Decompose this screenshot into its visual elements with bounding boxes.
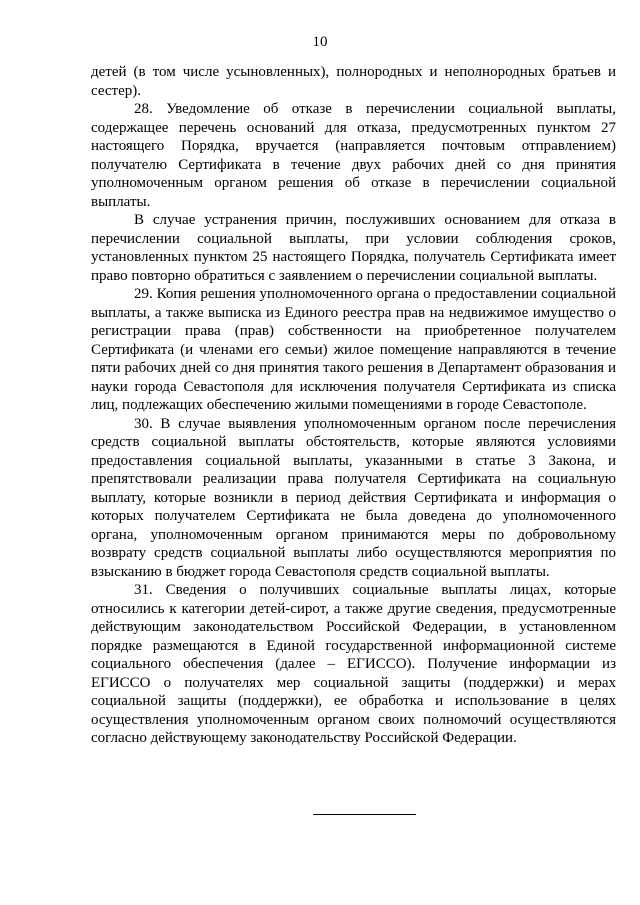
paragraph-28-continued: В случае устранения причин, послуживших основанием для отказа в перечислении социальной выплаты, при условии соблюдения сроков, установленных пунктом 25 настоящего Порядка, получатель Сертификата имеет право повторно обратиться с заявлением о перечислении социальной выплаты. (91, 212, 616, 284)
paragraph-29: 29. Копия решения уполномоченного органа о предоставлении социальной выплаты, а также выписка из Единого реестра прав на недвижимое имущество о регистрации права (прав) собственности на приобретенное получателем Сертификата (и членами его семьи) жилое помещение направляются в течение пяти рабочих дней со дня принятия такого решения в Департамент образования и науки города Севастополя для исключения получателя Сертификата из списка лиц, подлежащих обеспечению жилыми помещениями в городе Севастополе. (91, 286, 616, 413)
page-number: 10 (312, 34, 328, 50)
paragraph-28: 28. Уведомление об отказе в перечислении социальной выплаты, содержащее перечень оснований для отказа, предусмотренных пунктом 27 настоящего Порядка, вручается (направляется почтовым отправлением) получателю Сертификата в течение двух рабочих дней со дня принятия уполномоченным органом решения об отказе в перечислении социальной выплаты. (91, 101, 616, 210)
paragraph-continuation: детей (в том числе усыновленных), полнородных и неполнородных братьев и сестер). (91, 64, 616, 99)
paragraph-30: 30. В случае выявления уполномоченным органом после перечисления средств социальной выплаты обстоятельств, которые являются условиями предоставления социальной выплаты, указанными в статье 3 Закона, и препятствовали реализации права получателя Сертификата на социальную выплату, которые возникли в период действия Сертификата и информация о которых получателем Сертификата не была доведена до уполномоченного органа, уполномоченным органом принимаются меры по добровольному возврату средств социальной выплаты либо осуществляются мероприятия по взысканию в бюджет города Севастополя средств социальной выплаты. (91, 415, 616, 580)
paragraph-31: 31. Сведения о получивших социальные выплаты лицах, которые относились к категории детей-сирот, а также другие сведения, предусмотренные действующим законодательством Российской Федерации, в установленном порядке размещаются в Единой государственной информационной системе социального обеспечения (далее – ЕГИССО). Получение информации из ЕГИССО о получателях мер социальной защиты (поддержки) и мерах социальной защиты (поддержки), ее обработка и использование в целях осуществления уполномоченным органом своих полномочий осуществляются согласно действующему законодательству Российской Федерации. (91, 582, 616, 746)
document-body (91, 63, 616, 748)
end-divider-line (313, 814, 416, 815)
